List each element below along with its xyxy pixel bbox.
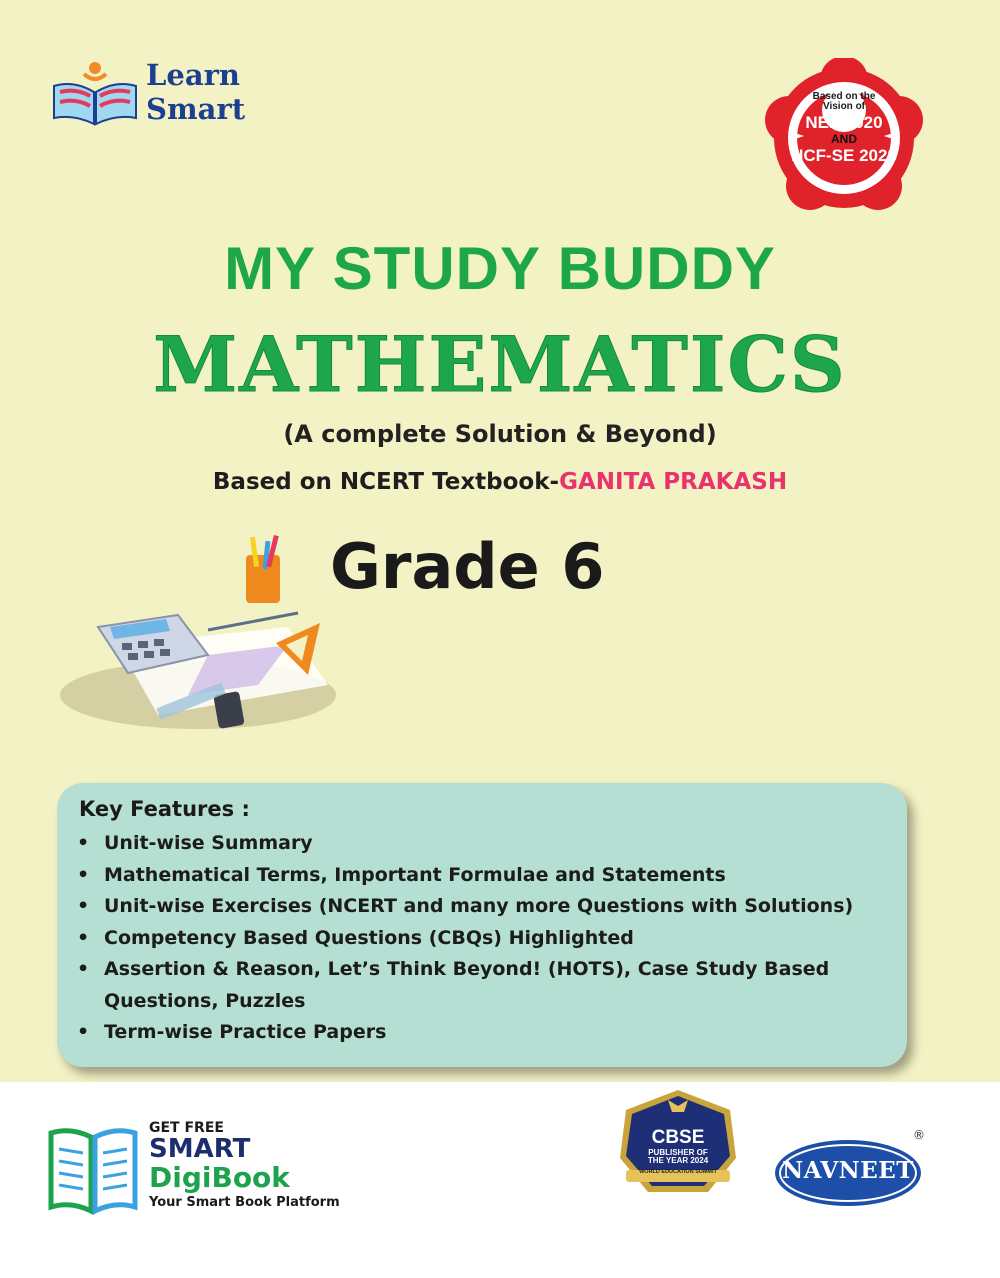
based-on-prefix: Based on NCERT Textbook- (212, 469, 560, 495)
subject-title: MATHEMATICS (153, 320, 847, 409)
badge-ncf: NCF-SE 2023 (791, 146, 897, 165)
grade-label: Grade 6 (330, 530, 605, 603)
feature-item: • Competency Based Questions (CBQs) Highlighted (77, 923, 897, 955)
digibook-smart: SMART (149, 1134, 251, 1164)
cbse-line-3: THE YEAR 2024 (647, 1156, 709, 1165)
subtitle: (A complete Solution & Beyond) (283, 420, 717, 448)
feature-item: • Term-wise Practice Papers (77, 1017, 897, 1049)
feature-item: • Mathematical Terms, Important Formulae and Statements (77, 860, 897, 892)
badge-line-1: Based on the (812, 91, 876, 102)
cbse-award (612, 1128, 744, 1176)
digibook-name: DigiBook (149, 1161, 290, 1194)
cbse-line-2: PUBLISHER OF (648, 1148, 708, 1157)
feature-item: • Unit-wise Summary (77, 828, 897, 860)
feature-item: • Assertion & Reason, Let’s Think Beyond! (HOTS), Case Study Based Questions, Puzzles (77, 954, 897, 1017)
series-title: MY STUDY BUDDY (224, 235, 776, 302)
digibook-icon (47, 1123, 139, 1215)
textbook-name: GANITA PRAKASH (559, 469, 788, 495)
badge-line-2: Vision of (822, 101, 866, 112)
registered-mark: ® (913, 1128, 925, 1142)
cbse-line-1: CBSE (651, 1127, 705, 1148)
logo-line-2: Smart (146, 92, 246, 126)
digibook-promo (149, 1120, 340, 1212)
logo-line-1: Learn (146, 58, 240, 92)
nep-ncf-badge (758, 58, 930, 218)
key-features-box (57, 783, 907, 1067)
features-list (77, 828, 897, 1049)
digibook-get-free: GET FREE (149, 1120, 224, 1136)
open-book-icon (48, 58, 143, 128)
badge-and: AND (831, 132, 857, 146)
digibook-tagline: Your Smart Book Platform (149, 1195, 340, 1210)
learn-smart-logo (48, 56, 278, 136)
publisher-name: NAVNEET (782, 1157, 914, 1184)
cbse-line-4: WORLD EDUCATION SUMMIT (639, 1169, 717, 1175)
features-heading: Key Features : (79, 797, 250, 821)
based-on-line (0, 469, 1000, 495)
stationery-illustration-icon (58, 535, 338, 735)
badge-nep: NEP 2020 (805, 113, 883, 132)
feature-item: • Unit-wise Exercises (NCERT and many more Questions with Solutions) (77, 891, 897, 923)
